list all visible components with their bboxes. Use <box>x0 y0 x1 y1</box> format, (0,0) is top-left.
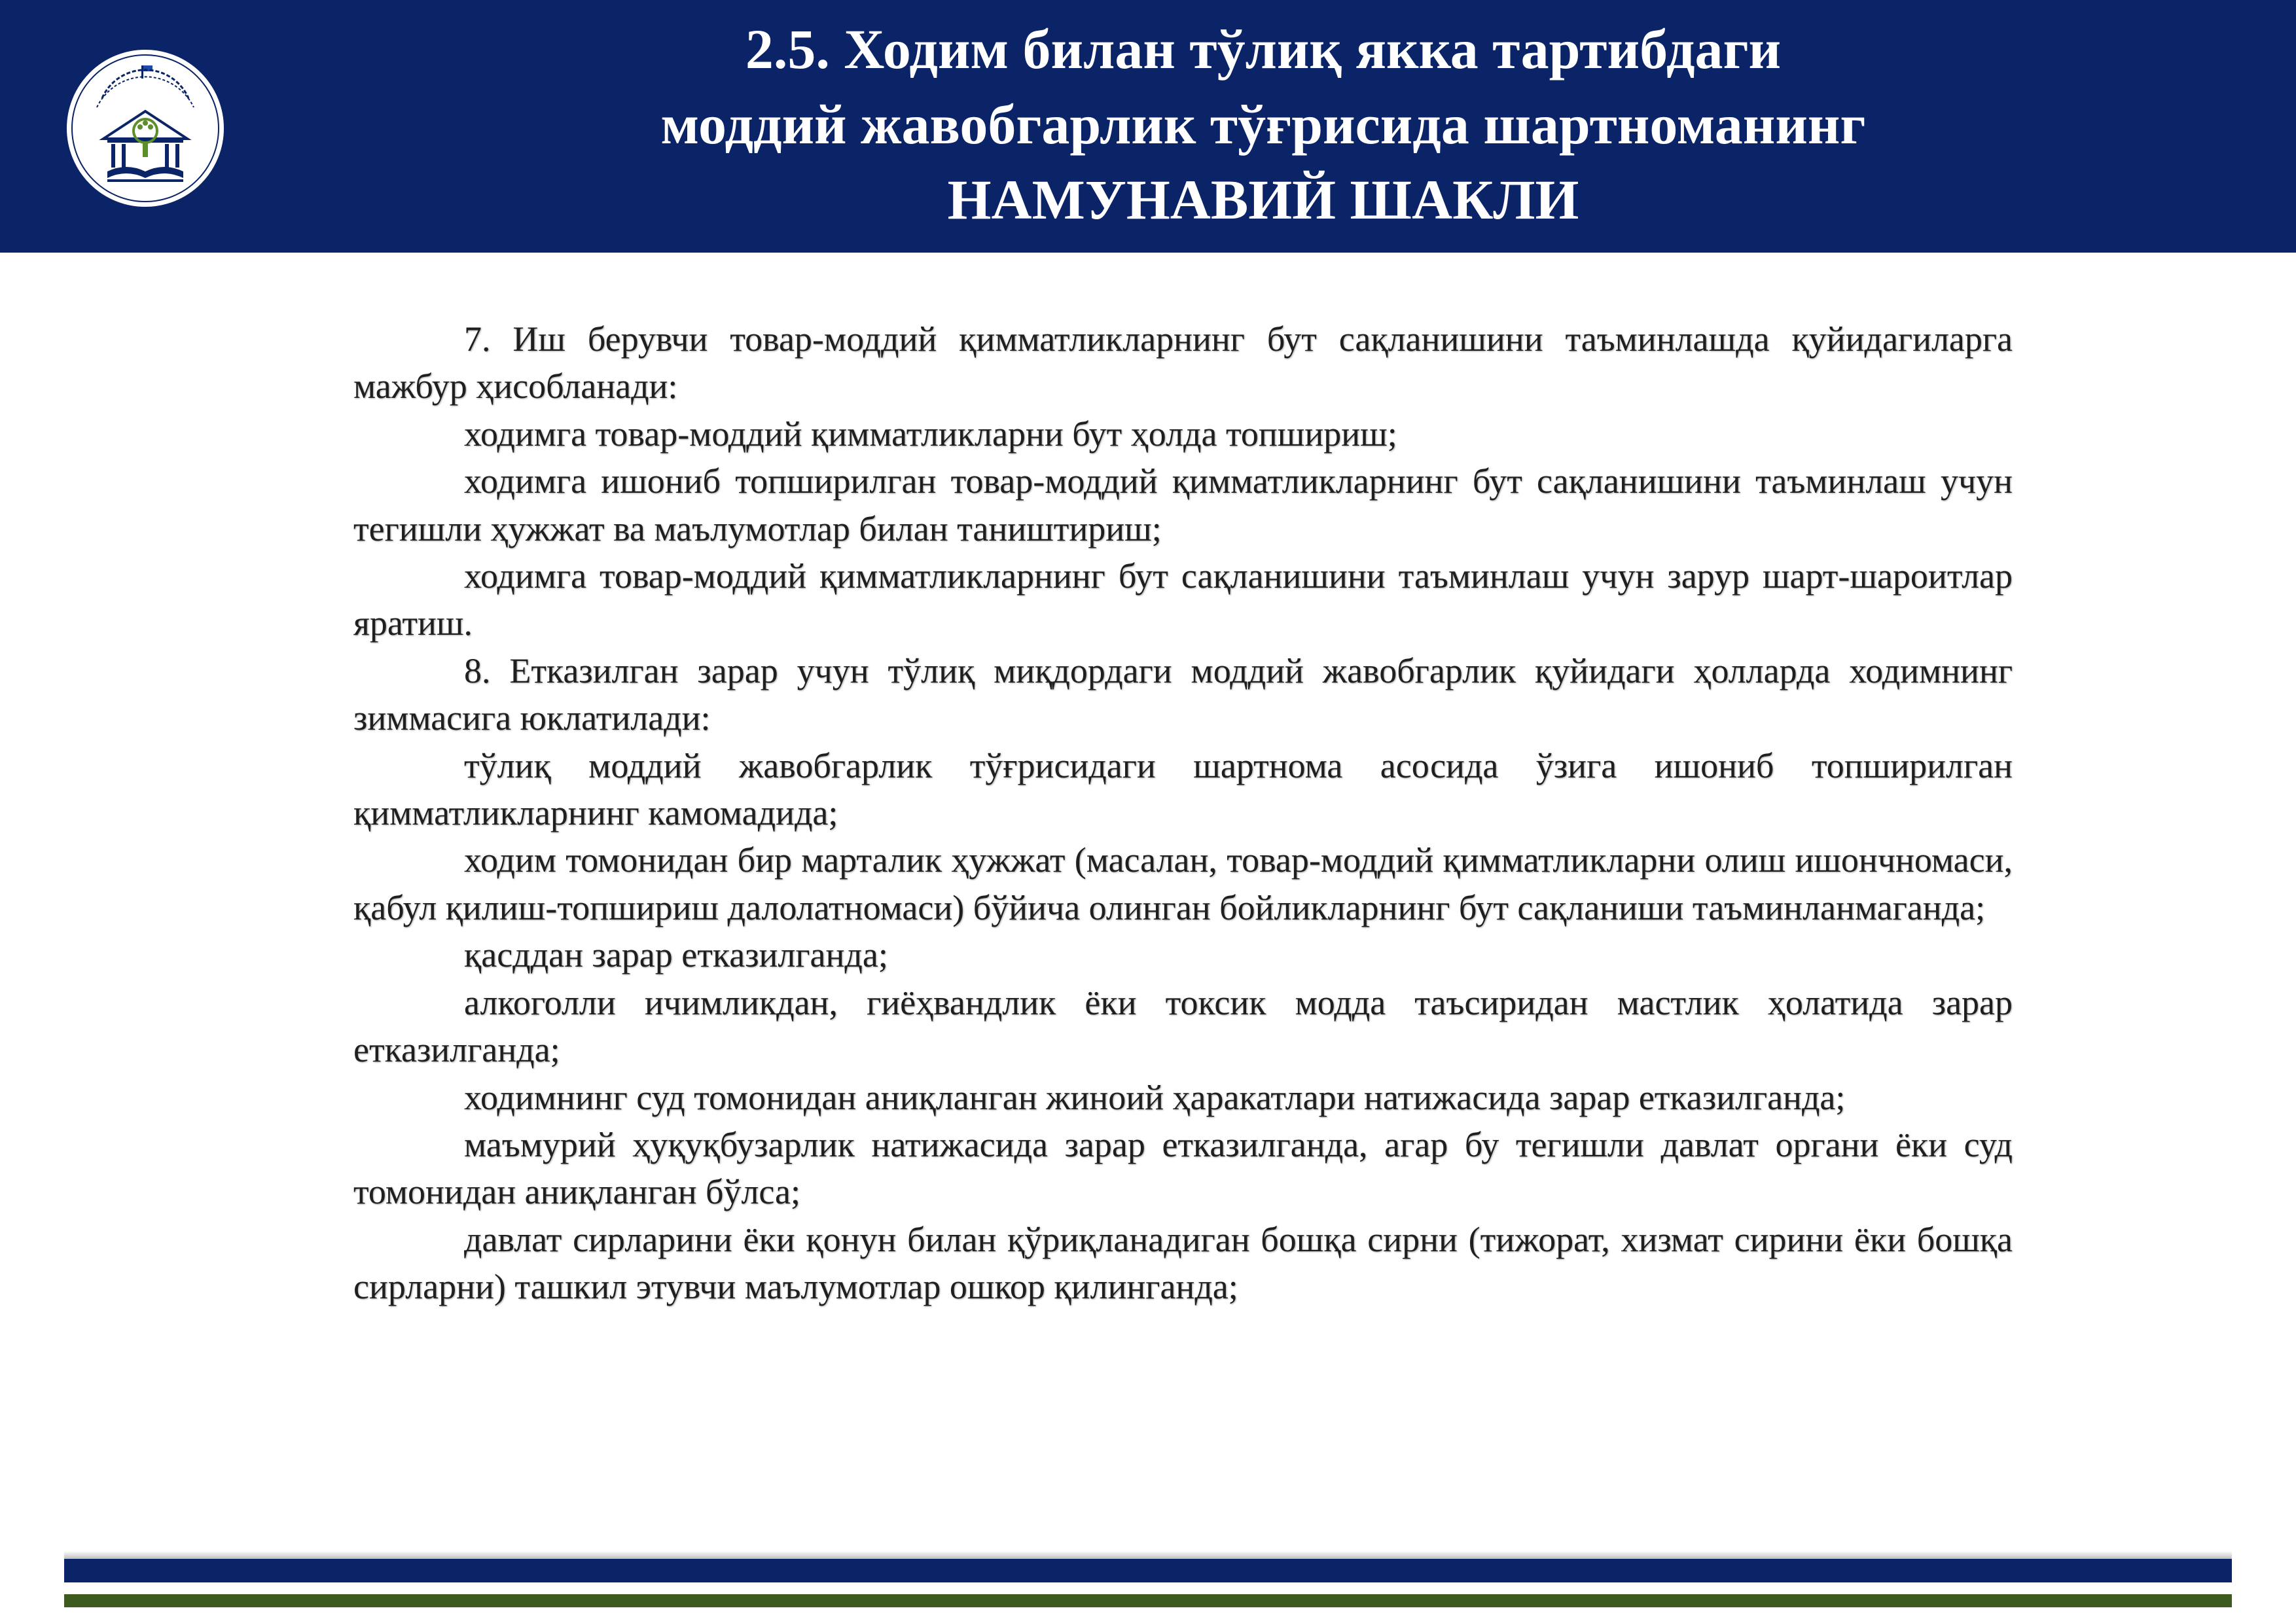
document-body <box>353 315 2013 1311</box>
paragraph-7-intro: 7. Иш берувчи товар-моддий қимматликларнинг бут сақланишини таъминлашда қуйидагиларга мажбур ҳисобланади: <box>353 319 2013 406</box>
list-item: ходимга товар-моддий қимматликларнинг бут сақланишини таъминлаш учун зарур шарт-шароитлар яратиш. <box>353 556 2013 643</box>
list-item: ходимнинг суд томонидан аниқланган жиноий ҳаракатлари натижасида зарар етказилганда; <box>464 1077 1846 1117</box>
list-item: тўлиқ моддий жавобгарлик тўғрисидаги шартнома асосида ўзига ишониб топширилган қимматликларнинг камомадида; <box>353 745 2013 833</box>
title-line-2: моддий жавобгарлик тўғрисида шартноманинг <box>660 93 1866 156</box>
list-item: алкоголли ичимликдан, гиёҳвандлик ёки токсик модда таъсиридан мастлик ҳолатида зарар етказилганда; <box>353 982 2013 1070</box>
paragraph-8-intro: 8. Етказилган зарар учун тўлиқ миқдордаги моддий жавобгарлик қуйидаги ҳолларда ходимнинг зиммасига юклатилади: <box>353 651 2013 738</box>
title-line-3: НАМУНАВИЙ ШАКЛИ <box>947 168 1579 231</box>
list-item: ходимга ишониб топширилган товар-моддий қимматликларнинг бут сақланишини таъминлаш учун тегишли ҳужжат ва маълумотлар билан таништириш; <box>353 461 2013 548</box>
title-line-1: 2.5. Ходим билан тўлиқ якка тартибдаги <box>745 18 1782 80</box>
institution-logo-icon <box>64 47 226 209</box>
footer-bar-green <box>64 1594 2232 1607</box>
list-item: қасддан зарар етказилганда; <box>464 935 888 975</box>
footer-shadow <box>64 1551 2232 1559</box>
list-item: маъмурий ҳуқуқбузарлик натижасида зарар етказилганда, агар бу тегишли давлат органи ёки суд томонидан аниқланган бўлса; <box>353 1124 2013 1212</box>
footer-bar-blue <box>64 1559 2232 1582</box>
header-banner <box>0 0 2296 253</box>
list-item: давлат сирларини ёки қонун билан қўриқланадиган бошқа сирни (тижорат, хизмат сирини ёки бошқа сирларни) ташкил этувчи маълумотлар ошкор қилинганда; <box>353 1219 2013 1307</box>
slide-title <box>340 12 2186 238</box>
list-item: ходим томонидан бир марталик ҳужжат (масалан, товар-моддий қимматликларни олиш ишончномаси, қабул қилиш-топшириш далолатномаси) бўйича олинган бойликларнинг бут сақланиши таъминланмаганда; <box>353 840 2013 927</box>
list-item: ходимга товар-моддий қимматликларни бут ҳолда топшириш; <box>464 414 1397 454</box>
